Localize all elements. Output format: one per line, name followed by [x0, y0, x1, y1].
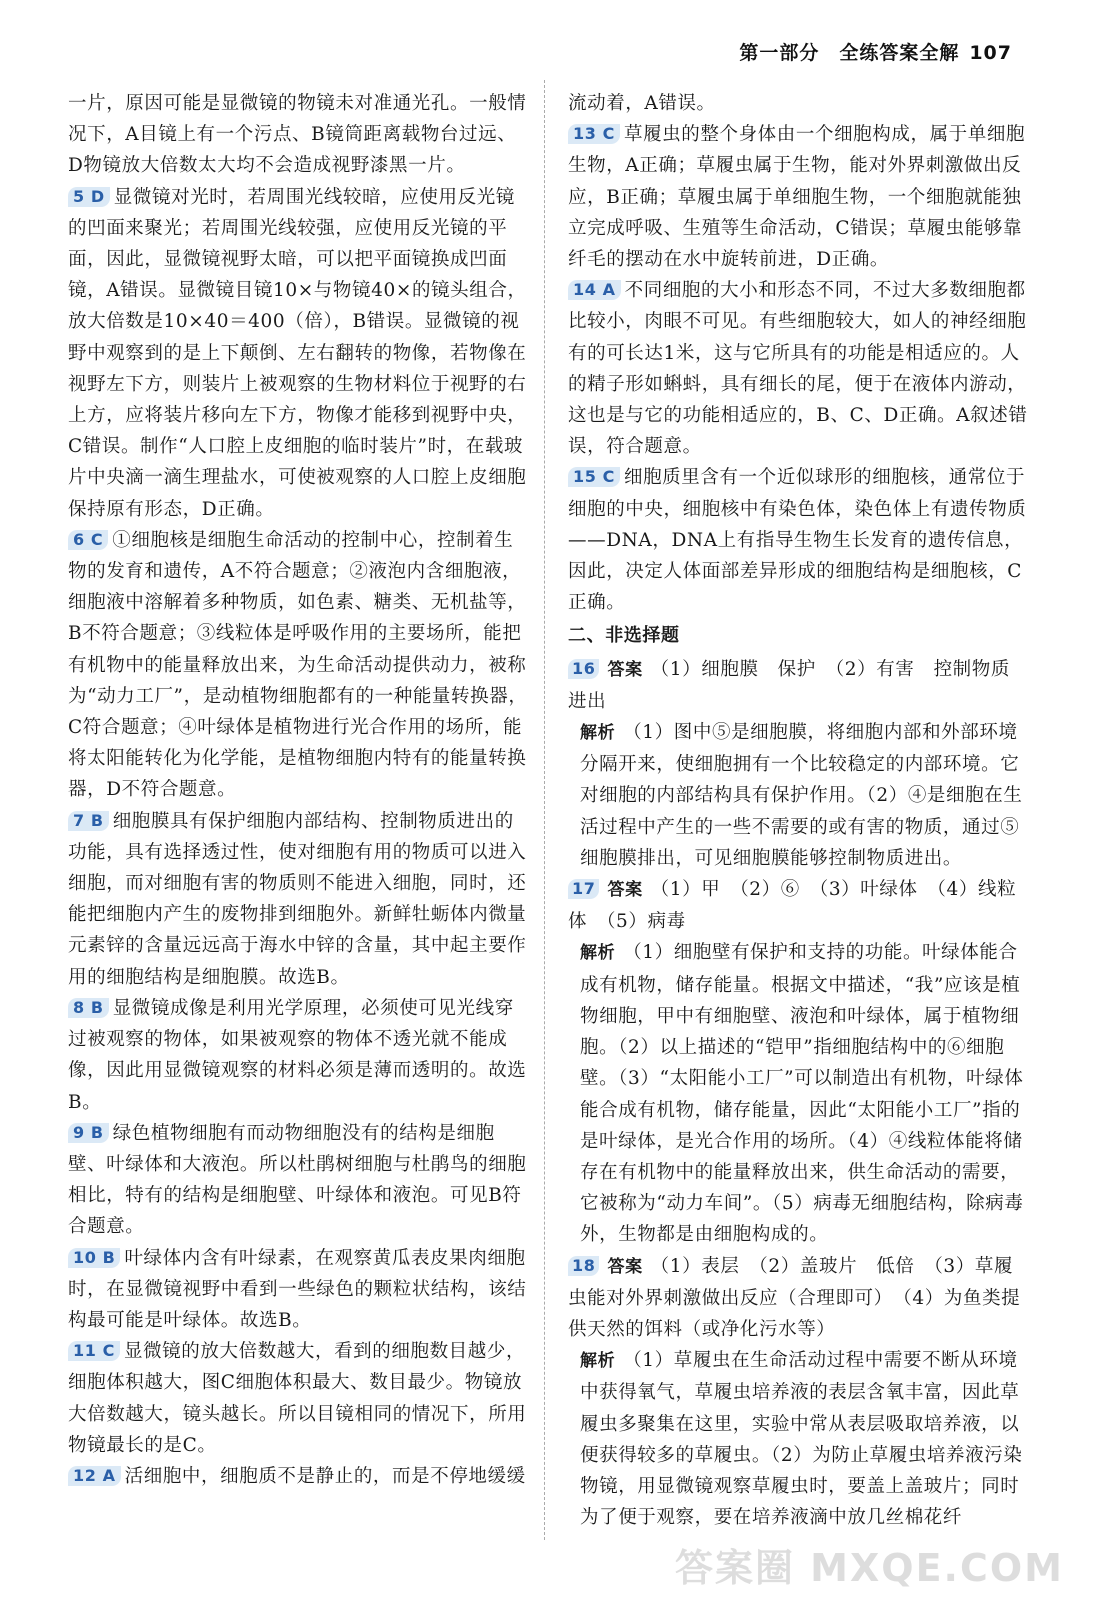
page-number: 107 [969, 42, 1012, 64]
answer-badge: 14 A [568, 280, 621, 300]
explanation-text: 流动着，A错误。 [568, 93, 716, 114]
answer-badge: 8 B [68, 998, 109, 1018]
answer-label: 答案 [607, 880, 643, 901]
answer-text: （1）甲 （2）⑥ （3）叶绿体 （4）线粒体 （5）病毒 [568, 879, 1017, 933]
answer-badge: 7 B [68, 811, 109, 831]
answer-badge: 11 C [68, 1341, 120, 1361]
explanation-text: 显微镜的放大倍数越大，看到的细胞数目越少，细胞体积越大，图C细胞体积最大、数目最少。物镜放大倍数越大，镜头越长。所以目镜相同的情况下，所用物镜最长的是C。 [68, 1341, 527, 1456]
question-number-badge: 17 [568, 879, 599, 899]
answer-label: 答案 [607, 1256, 643, 1277]
answer-badge: 6 C [68, 530, 108, 550]
answer-badge: 12 A [68, 1466, 121, 1486]
answer-text: （1）表层 （2）盖玻片 低倍 （3）草履虫能对外界刺激做出反应（合理即可） （4）为鱼类提供天然的饵料（或净化污水等） [568, 1255, 1021, 1340]
answer-text: （1）细胞膜 保护 （2）有害 控制物质进出 [568, 658, 1010, 712]
answer-item [68, 993, 528, 1118]
question-number-badge: 18 [568, 1256, 599, 1276]
watermark: 答案圈 MXQE.COM [674, 1546, 1064, 1590]
answer-item [568, 462, 1028, 618]
answer-block [568, 1251, 1028, 1346]
answer-block [568, 874, 1028, 937]
section-heading: 二、非选择题 [568, 625, 680, 647]
answer-badge: 9 B [68, 1123, 109, 1143]
analysis-label: 解析 [580, 943, 616, 964]
analysis-block [568, 1345, 1028, 1533]
explanation-text: 显微镜对光时，若周围光线较暗，应使用反光镜的凹面来聚光；若周围光线较强，应使用反光镜的平面，因此，显微镜视野太暗，可以把平面镜换成凹面镜，A错误。显微镜目镜10×与物镜40×的镜头组合，放大倍数是10×40＝400（倍），B错误。显微镜的视野中观察到的是上下颠倒、左右翻转的物像，若物像在视野左下方，则装片上被观察的生物材料位于视野的右上方，应将装片移向左下方，物像才能移到视野中央，C错误。制作“人口腔上皮细胞的临时装片”时，在载玻片中央滴一滴生理盐水，可使被观察的人口腔上皮细胞保持原有形态，D正确。 [68, 186, 527, 520]
answer-badge: 5 D [68, 187, 110, 207]
explanation-text: 显微镜成像是利用光学原理，必须使可见光线穿过被观察的物体，如果被观察的物体不透光就不能成像，因此用显微镜观察的材料必须是薄而透明的。故选B。 [68, 997, 527, 1113]
analysis-text: （1）草履虫在生命活动过程中需要不断从环境中获得氧气，草履虫培养液的表层含氧丰富，因此草履虫多聚集在这里，实验中常从表层吸取培养液，以便获得较多的草履虫。（2）为防止草履虫培养液污染物镜，用显微镜观察草履虫时，要盖上盖玻片；同时为了便于观察，要在培养液滴中放几丝棉花纤 [580, 1350, 1023, 1529]
explanation-text: 活细胞中，细胞质不是静止的，而是不停地缓缓 [124, 1465, 526, 1487]
answer-badge: 10 B [68, 1248, 120, 1268]
analysis-block [568, 937, 1028, 1250]
answer-item [568, 119, 1028, 275]
explanation-text: 绿色植物细胞有而动物细胞没有的结构是细胞壁、叶绿体和大液泡。所以杜鹃树细胞与杜鹃鸟的细胞相比，特有的结构是细胞壁、叶绿体和液泡。可见B符合题意。 [68, 1122, 527, 1238]
analysis-label: 解析 [580, 723, 616, 744]
answer-item [68, 525, 528, 806]
answer-item [68, 1243, 528, 1337]
answer-item [68, 1336, 528, 1461]
answer-item [68, 88, 528, 182]
right-column [568, 88, 1028, 1533]
explanation-text: 叶绿体内含有叶绿素，在观察黄瓜表皮果肉细胞时，在显微镜视野中看到一些绿色的颗粒状结构，该结构最可能是叶绿体。故选B。 [68, 1247, 527, 1331]
page-header [739, 38, 1012, 65]
explanation-text: 不同细胞的大小和形态不同，不过大多数细胞都比较小，肉眼不可见。有些细胞较大，如人的神经细胞有的可长达1米，这与它所具有的功能是相适应的。人的精子形如蝌蚪，具有细长的尾，便于在液体内游动，这也是与它的功能相适应的，B、C、D正确。A叙述错误，符合题意。 [568, 280, 1028, 458]
answer-item [68, 806, 528, 993]
answer-item [68, 182, 528, 525]
answer-item [568, 275, 1028, 462]
explanation-text: 细胞质里含有一个近似球形的细胞核，通常位于细胞的中央，细胞核中有染色体，染色体上有遗传物质——DNA，DNA上有指导生物生长发育的遗传信息，因此，决定人体面部差异形成的细胞结构是细胞核，C正确。 [568, 467, 1027, 614]
left-column [68, 88, 528, 1492]
answer-block [568, 654, 1028, 717]
question-number-badge: 16 [568, 659, 599, 679]
analysis-label: 解析 [580, 1351, 616, 1372]
explanation-text: 细胞膜具有保护细胞内部结构、控制物质进出的功能，具有选择透过性，使对细胞有用的物质可以进入细胞，而对细胞有害的物质则不能进入细胞，同时，还能把细胞内产生的废物排到细胞外。新鲜牡蛎体内微量元素锌的含量远远高于海水中锌的含量，其中起主要作用的细胞结构是细胞膜。故选B。 [68, 810, 527, 988]
answer-badge: 15 C [568, 467, 620, 487]
answer-item [68, 1461, 528, 1492]
explanation-text: 草履虫的整个身体由一个细胞构成，属于单细胞生物，A正确；草履虫属于生物，能对外界刺激做出反应，B正确；草履虫属于单细胞生物，一个细胞就能独立完成呼吸、生殖等生命活动，C错误；草履虫能够靠纤毛的摆动在水中旋转前进，D正确。 [568, 124, 1026, 271]
answer-badge: 13 C [568, 124, 620, 144]
explanation-text: 一片，原因可能是显微镜的物镜未对准通光孔。一般情况下，A目镜上有一个污点、B镜筒距离载物台过远、D物镜放大倍数太大均不会造成视野漆黑一片。 [68, 93, 527, 177]
analysis-text: （1）图中⑤是细胞膜，将细胞内部和外部环境分隔开来，使细胞拥有一个比较稳定的内部环境。它对细胞的内部结构具有保护作用。（2）④是细胞在生活过程中产生的一些不需要的或有害的物质，通过⑤细胞膜排出，可见细胞膜能够控制物质进出。 [580, 722, 1023, 869]
answer-item [68, 1118, 528, 1243]
answer-label: 答案 [607, 659, 643, 680]
analysis-block [568, 717, 1028, 874]
column-divider [544, 80, 545, 1540]
analysis-text: （1）细胞壁有保护和支持的功能。叶绿体能合成有机物，储存能量。根据文中描述，“我”应该是植物细胞，甲中有细胞壁、液泡和叶绿体，属于植物细胞。（2）以上描述的“铠甲”指细胞结构中的⑥细胞壁。（3）“太阳能小工厂”可以制造出有机物，叶绿体能合成有机物，储存能量，因此“太阳能小工厂”指的是叶绿体，是光合作用的场所。（4）④线粒体能将储存在有机物中的能量释放出来，供生命活动的需要，它被称为“动力车间”。（5）病毒无细胞结构，除病毒外，生物都是由细胞构成的。 [580, 942, 1024, 1246]
header-title: 第一部分 全练答案全解 [739, 42, 960, 64]
answer-item [568, 88, 1028, 119]
explanation-text: ①细胞核是细胞生命活动的控制中心，控制着生物的发育和遗传，A不符合题意；②液泡内含细胞液，细胞液中溶解着多种物质，如色素、糖类、无机盐等，B不符合题意；③线粒体是呼吸作用的主要场所，能把有机物中的能量释放出来，为生命活动提供动力，被称为“动力工厂”，是动植物细胞都有的一种能量转换器，C符合题意；④叶绿体是植物进行光合作用的场所，能将太阳能转化为化学能，是植物细胞内特有的能量转换器，D不符合题意。 [68, 529, 528, 801]
